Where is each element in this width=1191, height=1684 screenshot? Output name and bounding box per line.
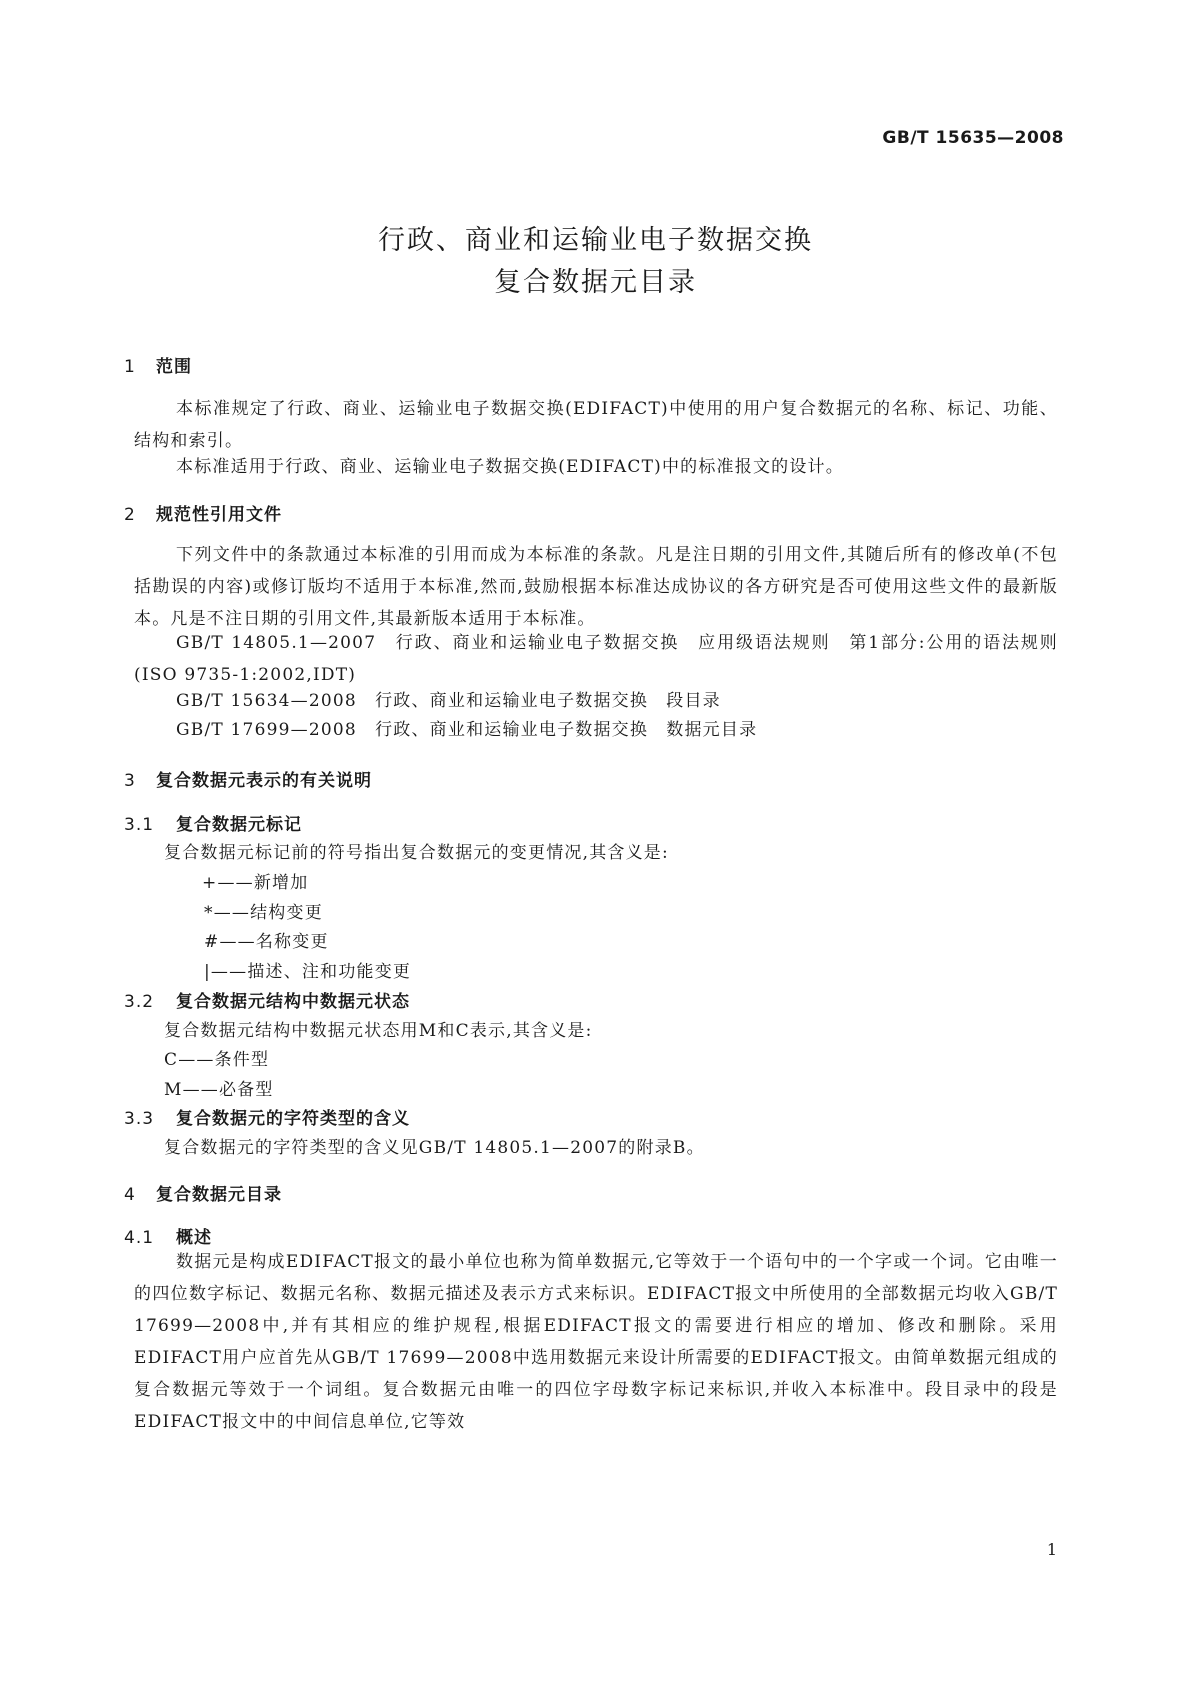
section-4-1-paragraph: 数据元是构成EDIFACT报文的最小单位也称为简单数据元,它等效于一个语句中的一个字或一个词。它由唯一的四位数字标记、数据元名称、数据元描述及表示方式来标识。EDIFACT报文中所使用的全部数据元均收入GB/T 17699—2008中,并有其相应的维护规程,根据EDIFACT报文的需要进行相应的增加、修改和删除。采用EDIFACT用户应首先从GB/T 17699—2008中选用数据元来设计所需要的EDIFACT报文。由简单数据元组成的复合数据元等效于一个词组。复合数据元由唯一的四位字母数字标记来标识,并收入本标准中。段目录中的段是EDIFACT报文中的中间信息单位,它等效 [134, 1252, 1058, 1432]
section-3-heading [124, 766, 372, 791]
section-number: 3 [124, 771, 136, 791]
section-number: 2 [124, 505, 136, 525]
section-4-1-heading [124, 1223, 212, 1248]
title-line-1: 行政、商业和运输业电子数据交换 [378, 225, 813, 256]
section-3-3-heading [124, 1104, 410, 1129]
section-title: 范围 [156, 357, 192, 377]
section-number: 3.1 [124, 815, 155, 835]
section-number: 1 [124, 357, 136, 377]
section-1-heading [124, 352, 192, 377]
reference-3: GB/T 17699—2008 行政、商业和运输业电子数据交换 数据元目录 [176, 720, 758, 740]
section-number: 3.2 [124, 992, 155, 1012]
section-title: 复合数据元的字符类型的含义 [176, 1109, 410, 1129]
title-line-2: 复合数据元目录 [494, 267, 697, 298]
section-title: 规范性引用文件 [156, 505, 282, 525]
section-4-heading [124, 1180, 282, 1205]
section-1-paragraph-1: 本标准规定了行政、商业、运输业电子数据交换(EDIFACT)中使用的用户复合数据元的名称、标记、功能、结构和索引。 [134, 399, 1058, 451]
section-title: 复合数据元结构中数据元状态 [176, 992, 410, 1012]
change-symbol-item: *——结构变更 [204, 903, 323, 923]
standard-code: GB/T 15635—2008 [882, 128, 1064, 148]
section-3-2-intro: 复合数据元结构中数据元状态用M和C表示,其含义是: [164, 1021, 593, 1041]
change-symbol-item: #——名称变更 [204, 932, 329, 952]
section-3-1-heading [124, 810, 302, 835]
status-item: M——必备型 [164, 1080, 274, 1100]
section-1-paragraph-2: 本标准适用于行政、商业、运输业电子数据交换(EDIFACT)中的标准报文的设计。 [176, 457, 844, 477]
section-title: 复合数据元表示的有关说明 [156, 771, 372, 791]
section-2-paragraph-1: 下列文件中的条款通过本标准的引用而成为本标准的条款。凡是注日期的引用文件,其随后所有的修改单(不包括勘误的内容)或修订版均不适用于本标准,然而,鼓励根据本标准达成协议的各方研究是否可使用这些文件的最新版本。凡是不注日期的引用文件,其最新版本适用于本标准。 [134, 545, 1058, 629]
change-symbol-item: +——新增加 [202, 873, 309, 893]
section-title: 概述 [176, 1228, 212, 1248]
section-number: 4 [124, 1185, 136, 1205]
section-title: 复合数据元标记 [176, 815, 302, 835]
section-title: 复合数据元目录 [156, 1185, 282, 1205]
reference-2: GB/T 15634—2008 行政、商业和运输业电子数据交换 段目录 [176, 691, 721, 711]
reference-1: GB/T 14805.1—2007 行政、商业和运输业电子数据交换 应用级语法规则 第1部分:公用的语法规则(ISO 9735-1:2002,IDT) [134, 633, 1058, 685]
status-item: C——条件型 [164, 1050, 270, 1070]
section-3-1-intro: 复合数据元标记前的符号指出复合数据元的变更情况,其含义是: [164, 843, 669, 863]
section-number: 3.3 [124, 1109, 155, 1129]
change-symbol-item: |——描述、注和功能变更 [204, 962, 412, 982]
section-3-2-heading [124, 987, 410, 1012]
page-number: 1 [1046, 1540, 1057, 1559]
section-3-3-text: 复合数据元的字符类型的含义见GB/T 14805.1—2007的附录B。 [164, 1138, 705, 1158]
section-number: 4.1 [124, 1228, 155, 1248]
section-2-heading [124, 500, 282, 525]
